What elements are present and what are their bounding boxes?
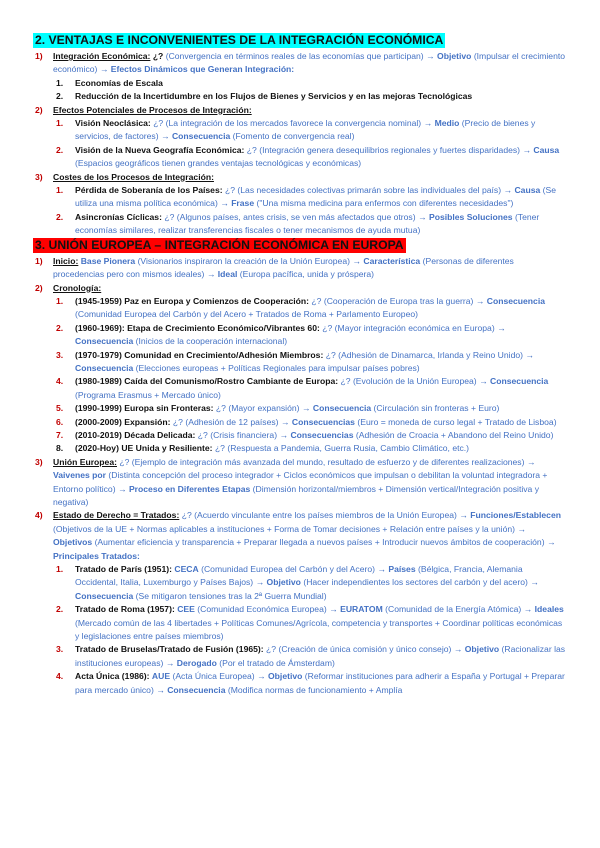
- section-2-heading: 2. VENTAJAS E INCONVENIENTES DE LA INTEGRACIÓN ECONÓMICA: [35, 33, 444, 47]
- item-label: Integración Económica:: [53, 51, 151, 61]
- sub-item: 2. Visión de la Nueva Geografía Económica: ¿? (Integración genera desequilibrios regionales y fuertes disparidades) → Causa (Espacios geográficos tienen grandes ventajas tecnológicas y económicas): [56, 144, 560, 169]
- treaty-item: 4. Acta Única (1986): AUE (Acta Única Europea) → Objetivo (Reformar instituciones para adherir a España y Portugal + Preparar para mercado único) → Consecuencia (Modifica normas de funcionamiento + Amplía: [56, 671, 565, 695]
- list-item: 1) Inicio: Base Pionera (Visionarios inspiraron la creación de la Unión Europea) → Característica (Personas de diferentes procedencias pero con mismos ideales) → Ideal (Europa pacífica, unida y próspera): [35, 255, 514, 280]
- arrow-icon: →: [453, 644, 463, 655]
- timeline-item: 2. (1960-1969): Etapa de Crecimiento Económico/Vibrantes 60: ¿? (Mayor integración económica en Europa) → Consecuencia (Inicios de la cooperación internacional): [56, 322, 506, 347]
- arrow-icon: →: [206, 269, 216, 280]
- section-3-heading: 3. UNIÓN EUROPEA – INTEGRACIÓN ECONÓMICA EN EUROPA: [35, 237, 404, 252]
- sub-item: 1. Economías de Escala: [56, 77, 163, 88]
- timeline-item: 3. (1970-1979) Comunidad en Crecimiento/Adhesión Miembros: ¿? (Adhesión de Dinamarca, Irlanda y Reino Unido) → Consecuencia (Elecciones europeas + Políticas Regionales para impulsar países pobres): [56, 349, 534, 373]
- arrow-icon: →: [417, 211, 427, 222]
- arrow-icon: →: [526, 456, 536, 467]
- sub-item: 2. Reducción de la Incertidumbre en los Flujos de Bienes y Servicios y en las mejoras Tecnológicas: [56, 91, 473, 102]
- arrow-icon: →: [329, 604, 338, 615]
- arrow-icon: →: [165, 657, 175, 668]
- sub-item: 2. Asincronías Cíclicas: ¿? (Algunos países, antes crisis, se ven más afectados que otros) → Posibles Soluciones (Tener economías similares, realizar transferencias fiscales o tener mecanismos de ayuda mutua): [56, 211, 540, 236]
- arrow-icon: →: [301, 403, 311, 414]
- arrow-icon: →: [459, 510, 468, 521]
- sub-item: 1. Pérdida de Soberanía de los Países: ¿? (Las necesidades colectivas primarán sobre las individuales del país) → Causa (Se utiliza una misma política económica) → Frase ("Una misma medicina para enfermos con diferentes necesidades"): [56, 185, 557, 209]
- list-item: 3) Unión Europea: ¿? (Ejemplo de integración más avanzada del mundo, resultado de esfuerzo y de diferentes realizaciones) → Vaivenes por (Distinta concepción del proceso integrador + Ciclos económicos que impulsan o debilitan la voluntad integradora + Entorno político) → Proceso en Diferentes Etapas (Dimensión horizontal/miembros + Dimensión vertical/Integración positiva y negativa): [35, 456, 548, 507]
- arrow-icon: →: [530, 577, 539, 588]
- arrow-icon: →: [503, 185, 513, 196]
- timeline-item: 1. (1945-1959) Paz en Europa y Comienzos de Cooperación: ¿? (Cooperación de Europa tras la guerra) → Consecuencia (Comunidad Europea del Carbón y del Acero + Tratados de Roma + Parlamento Europeo): [56, 295, 546, 320]
- arrow-icon: →: [546, 537, 556, 548]
- arrow-icon: →: [255, 577, 265, 588]
- timeline-item: 8. (2020-Hoy) UE Unida y Resiliente: ¿? (Respuesta a Pandemia, Guerra Rusia, Cambio Climático, etc.): [56, 443, 470, 454]
- treaty-item: 3. Tratado de Bruselas/Tratado de Fusión (1965): ¿? (Creación de única comisión y único consejo) → Objetivo (Racionalizar las instituciones europeas) → Derogado (Por el tratado de Ámsterdam): [56, 644, 566, 668]
- timeline-item: 5. (1990-1999) Europa sin Fronteras: ¿? (Mayor expansión) → Consecuencia (Circulación sin fronteras + Euro): [56, 403, 500, 414]
- sub-item: 1. Visión Neoclásica: ¿? (La integración de los mercados favorece la convergencia nominal) → Medio (Precio de bienes y servicios, de factores) → Consecuencia (Fomento de convergencia real): [56, 118, 536, 142]
- arrow-icon: →: [517, 523, 526, 534]
- arrow-icon: →: [423, 118, 433, 129]
- item-number: 1): [35, 51, 43, 61]
- timeline-item: 7. (2010-2019) Década Delicada: ¿? (Crisis financiera) → Consecuencias (Adhesión de Croacia + Abandono del Reino Unido): [56, 429, 554, 440]
- timeline-item: 4. (1980-1989) Caída del Comunismo/Rostro Cambiante de Europa: ¿? (Evolución de la Unión Europea) → Consecuencia (Programa Erasmus + Mercado único): [56, 376, 549, 400]
- arrow-icon: →: [279, 429, 289, 440]
- list-item: 4) Estado de Derecho = Tratados: ¿? (Acuerdo vinculante entre los países miembros de la Unión Europea) → Funciones/Establecen (Objetivos de la UE + Normas aplicables a instituciones + Forma de Tomar decisiones + Relación entre países y la unión) → Objetivos (Aumentar eficiencia y transparencia + Preparar llegada a nuevos países + Introducir nuevos ámbitos de cooperación) → Principales Tratados:: [35, 510, 561, 561]
- list-item: 2) Efectos Potenciales de Procesos de Integración:: [35, 104, 252, 115]
- arrow-icon: →: [523, 604, 533, 615]
- arrow-icon: →: [377, 564, 386, 575]
- arrow-icon: →: [525, 349, 534, 360]
- arrow-icon: →: [117, 483, 127, 494]
- arrow-icon: →: [475, 295, 485, 306]
- arrow-icon: →: [522, 144, 532, 155]
- arrow-icon: →: [352, 255, 361, 266]
- treaty-item: 1. Tratado de París (1951): CECA (Comunidad Europea del Carbón y del Acero) → Países (Bélgica, Francia, Alemania Occidental, Italia, Luxemburgo y Países Bajos) → Objetivo (Hacer independientes los sectores del carbón y del acero) → Consecuencia (Se mitigaron tensiones tras la 2ª Guerra Mundial): [56, 564, 539, 601]
- list-item: 1) Integración Económica: ¿? (Convergencia en términos reales de las economías que participan) → Objetivo (Impulsar el crecimiento económico) → Efectos Dinámicos que Generan Integración:: [35, 51, 566, 75]
- arrow-icon: →: [160, 131, 170, 142]
- treaty-item: 2. Tratado de Roma (1957): CEE (Comunidad Económica Europea) → EURATOM (Comunidad de la Energía Atómica) → Ideales (Mercado común de las 4 libertades + Políticas Comunes/Agrícola, competencia y transportes + Coordinar políticas económicas y legislaciones entre países miembros): [56, 604, 564, 642]
- list-item: 2) Cronología:: [35, 282, 102, 293]
- arrow-icon: →: [156, 684, 165, 695]
- arrow-icon: →: [479, 376, 488, 387]
- list-item: 3) Costes de los Procesos de Integración:: [35, 171, 214, 182]
- arrow-icon: →: [497, 322, 506, 333]
- arrow-icon: →: [257, 671, 266, 682]
- arrow-icon: →: [220, 198, 229, 209]
- timeline-item: 6. (2000-2009) Expansión: ¿? (Adhesión de 12 países) → Consecuencias (Euro = moneda de curso legal + Tratado de Lisboa): [56, 416, 557, 427]
- arrow-icon: →: [99, 64, 109, 75]
- arrow-icon: →: [280, 416, 290, 427]
- arrow-icon: →: [426, 51, 435, 61]
